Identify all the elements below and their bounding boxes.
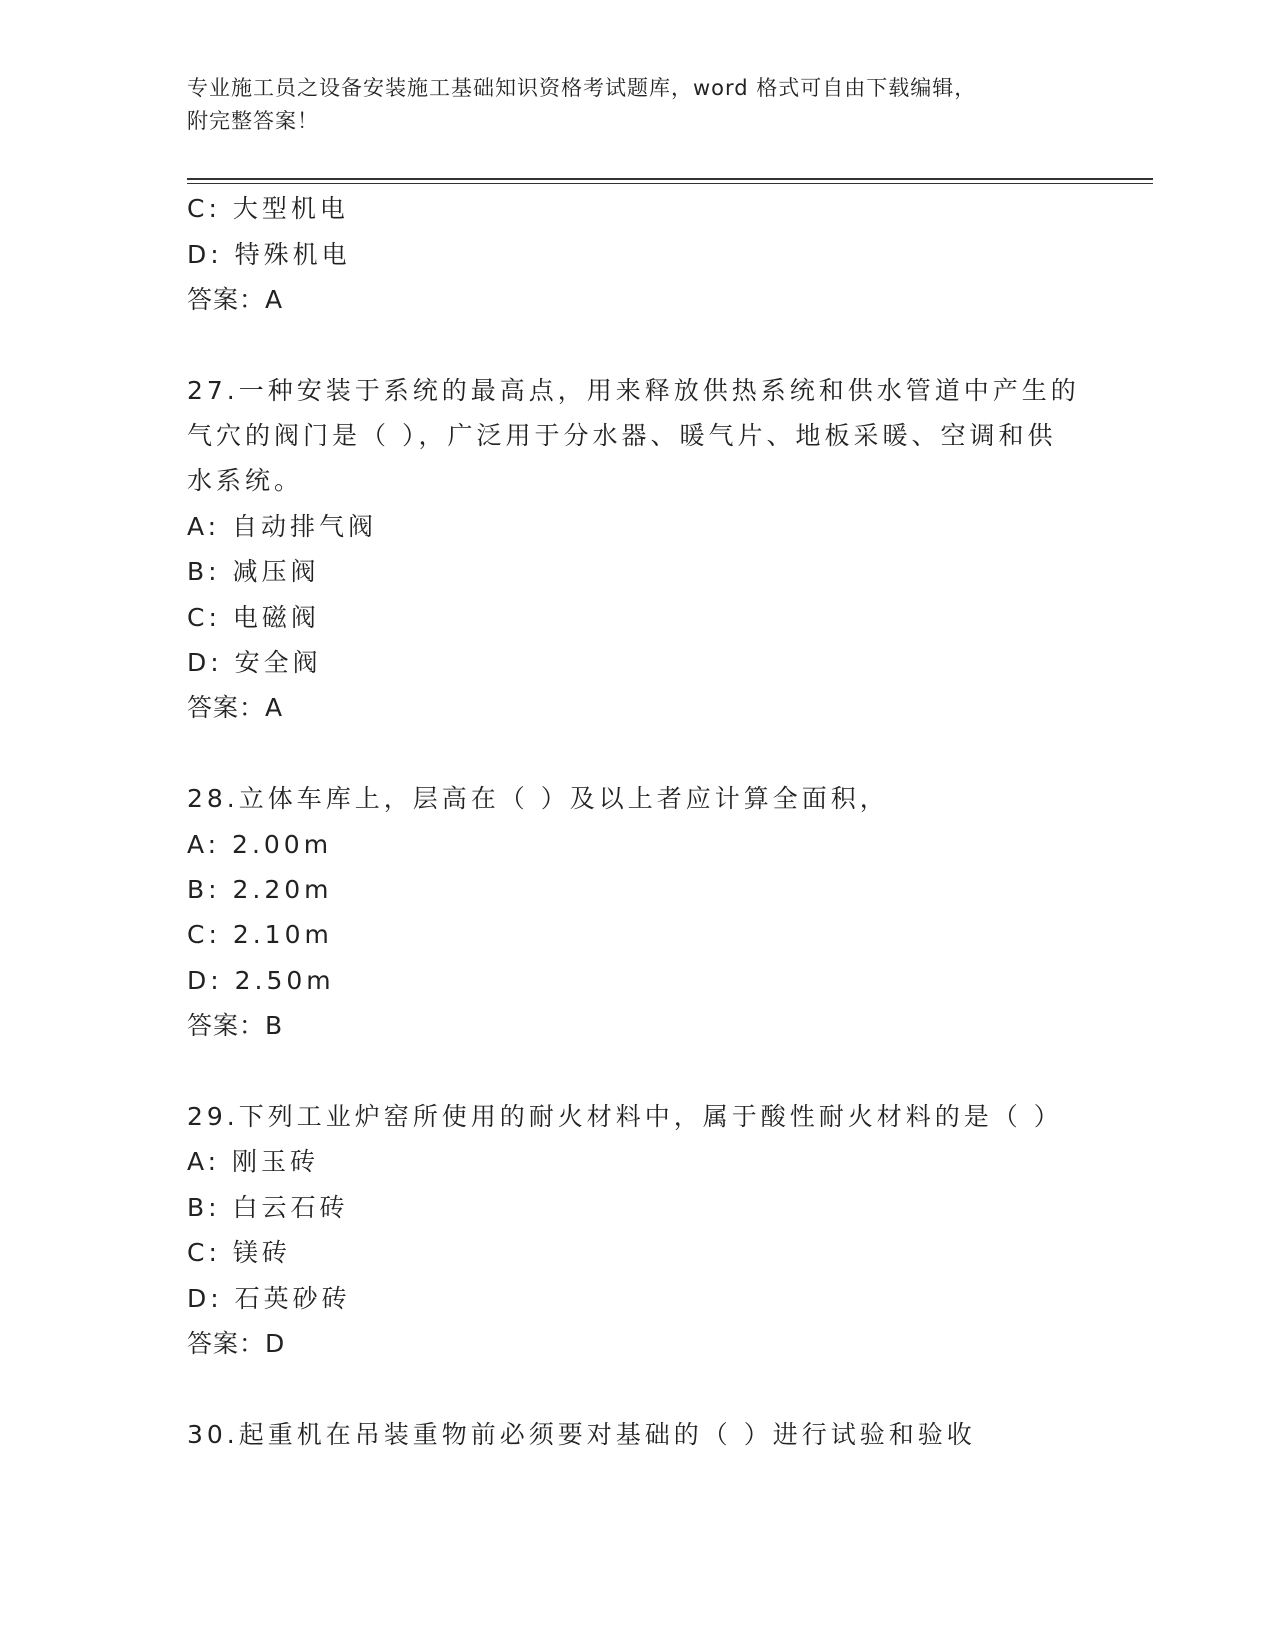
q30-stem: 30.起重机在吊装重物前必须要对基础的（ ）进行试验和验收 bbox=[187, 1420, 976, 1449]
header-divider-bottom bbox=[187, 183, 1153, 184]
q29-option-d: D: 石英砂砖 bbox=[187, 1284, 351, 1313]
q29-option-b: B: 白云石砖 bbox=[187, 1193, 349, 1222]
q26-option-c: C: 大型机电 bbox=[187, 194, 349, 223]
q29-option-c: C: 镁砖 bbox=[187, 1238, 291, 1267]
q27-option-b: B: 减压阀 bbox=[187, 557, 320, 586]
q27-answer: 答案：A bbox=[187, 693, 284, 722]
q28-answer: 答案：B bbox=[187, 1011, 284, 1040]
q28-option-c: C: 2.10m bbox=[187, 920, 333, 949]
q28-stem: 28.立体车库上，层高在（ ）及以上者应计算全面积， bbox=[187, 784, 889, 813]
document-header bbox=[187, 72, 1087, 138]
q27-stem-line-1: 27.一种安装于系统的最高点，用来释放供热系统和供水管道中产生的 bbox=[187, 376, 1080, 405]
q29-stem: 29.下列工业炉窑所使用的耐火材料中，属于酸性耐火材料的是（ ） bbox=[187, 1102, 1063, 1131]
header-divider-top bbox=[187, 178, 1153, 180]
q26-option-d: D: 特殊机电 bbox=[187, 240, 351, 269]
q28-option-d: D: 2.50m bbox=[187, 966, 335, 995]
q29-option-a: A: 刚玉砖 bbox=[187, 1147, 320, 1176]
q29-answer: 答案：D bbox=[187, 1329, 286, 1358]
q28-option-b: B: 2.20m bbox=[187, 875, 333, 904]
q27-option-a: A: 自动排气阀 bbox=[187, 512, 378, 541]
header-line-1: 专业施工员之设备安装施工基础知识资格考试题库，word 格式可自由下载编辑， bbox=[187, 76, 977, 100]
header-line-2: 附完整答案！ bbox=[187, 109, 319, 133]
q27-option-d: D: 安全阀 bbox=[187, 648, 322, 677]
q27-stem-line-2: 气穴的阀门是（ ），广泛用于分水器、暖气片、地板采暖、空调和供 bbox=[187, 421, 1057, 450]
q28-option-a: A: 2.00m bbox=[187, 830, 333, 859]
q27-option-c: C: 电磁阀 bbox=[187, 603, 320, 632]
q26-answer: 答案：A bbox=[187, 285, 284, 314]
q27-stem-line-3: 水系统。 bbox=[187, 466, 304, 495]
